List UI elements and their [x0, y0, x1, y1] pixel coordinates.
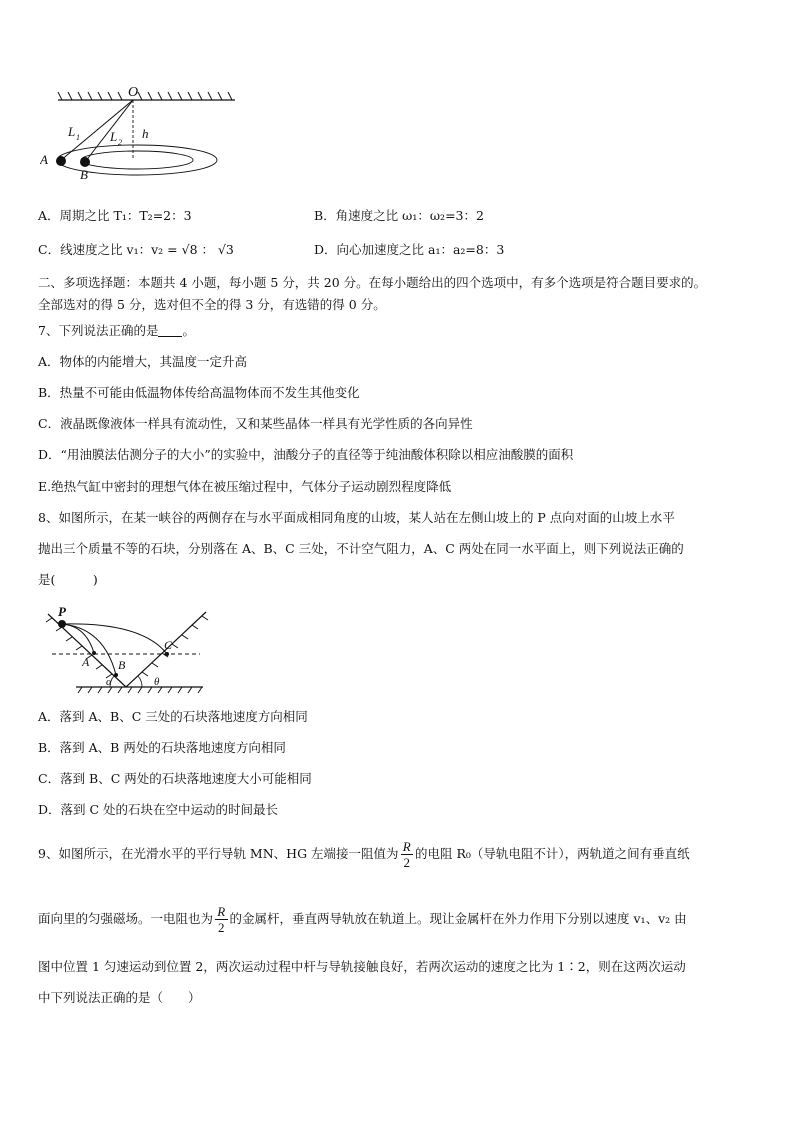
alpha-label: α [106, 676, 112, 688]
q9-stem-line4: 中下列说法正确的是（ ） [38, 990, 201, 1005]
q9-line1-pre: 9、如图所示，在光滑水平的平行导轨 MN、HG 左端接一阻值为 [38, 846, 399, 861]
point-b-label: B [118, 658, 126, 672]
theta-label: θ [154, 676, 160, 688]
h-label: h [142, 126, 149, 141]
r-over-2-fraction [215, 904, 228, 935]
l2-label: L [110, 129, 118, 144]
ball-a-label: A [40, 152, 48, 167]
ball-b-label: B [80, 167, 88, 182]
q7-option-a: A．物体的内能增大，其温度一定升高 [38, 354, 248, 369]
q7-option-b: B．热量不可能由低温物体传给高温物体而不发生其他变化 [38, 385, 360, 400]
point-c-label: C [164, 638, 173, 652]
fraction-denominator: 2 [215, 919, 228, 935]
q9-stem-line2 [38, 903, 758, 935]
q7-option-c: C．液晶既像液体一样具有流动性，又和某些晶体一样具有光学性质的各向异性 [38, 416, 473, 431]
r-over-2-fraction [401, 839, 414, 870]
q9-stem-line1 [38, 838, 758, 870]
point-o-label: O [128, 85, 139, 100]
answer-blank [158, 324, 182, 337]
q8-stem-line2: 抛出三个质量不等的石块，分别落在 A、B、C 三处，不计空气阻力，A、C 两处在同一水平面上，则下列说法正确的 [38, 541, 684, 556]
l1-label: L [68, 124, 76, 139]
q9-line2-pre: 面向里的匀强磁场。一电阻也为 [38, 911, 214, 926]
section2-line1: 二、多项选择题：本题共 4 小题，每小题 5 分，共 20 分。在每小题给出的四个选项中，有多个选项是符合题目要求的。 [38, 275, 707, 290]
fraction-numerator: R [217, 904, 226, 919]
q7-stem [38, 322, 758, 340]
q6-option-d: D．向心加速度之比 a₁：a₂=8：3 [314, 242, 505, 257]
q8-option-a: A．落到 A、B、C 三处的石块落地速度方向相同 [38, 709, 308, 724]
point-p-label: P [58, 604, 66, 619]
q7-stem-text: 7、下列说法正确的是 [38, 323, 159, 338]
q8-option-b: B．落到 A、B 两处的石块落地速度方向相同 [38, 740, 286, 755]
q6-option-a: A．周期之比 T₁：T₂=2：3 [38, 208, 192, 223]
q7-option-e: E.绝热气缸中密封的理想气体在被压缩过程中，气体分子运动剧烈程度降低 [38, 479, 452, 494]
q6-option-c: C．线速度之比 v₁：v₂ = √8 ： √3 [38, 242, 234, 257]
l2-sub: 2 [118, 138, 122, 147]
q8-stem-line1: 8、如图所示，在某一峡谷的两侧存在与水平面成相同角度的山坡，某人站在左侧山坡上的 P 点向对面的山坡上水平 [38, 510, 675, 525]
q9-line1-post: 的电阻 R₀（导轨电阻不计），两轨道之间有垂直纸 [415, 846, 690, 861]
q8-option-d: D．落到 C 处的石块在空中运动的时间最长 [38, 802, 279, 817]
canyon-projectile-figure [38, 604, 223, 696]
fraction-denominator: 2 [401, 854, 414, 870]
conical-pendulum-figure [40, 84, 240, 184]
q9-stem-line3: 图中位置 1 匀速运动到位置 2，两次运动过程中杆与导轨接触良好，若两次运动的速度之比为 1∶2，则在这两次运动 [38, 959, 686, 974]
q9-line2-post: 的金属杆，垂直两导轨放在轨道上。现让金属杆在外力作用下分别以速度 v₁、v₂ 由 [229, 911, 687, 926]
q6-option-b: B．角速度之比 ω₁：ω₂=3：2 [314, 208, 484, 223]
point-a-label: A [82, 655, 90, 669]
q8-stem-line3: 是( ) [38, 572, 98, 587]
l1-sub: 1 [76, 133, 80, 142]
q8-option-c: C．落到 B、C 两处的石块落地速度大小可能相同 [38, 771, 312, 786]
q7-stem-end: 。 [182, 323, 195, 338]
section2-line2: 全部选对的得 5 分，选对但不全的得 3 分，有选错的得 0 分。 [38, 297, 386, 312]
fraction-numerator: R [402, 839, 411, 854]
q7-option-d: D．“用油膜法估测分子的大小”的实验中，油酸分子的直径等于纯油酸体积除以相应油酸膜的面积 [38, 447, 574, 462]
